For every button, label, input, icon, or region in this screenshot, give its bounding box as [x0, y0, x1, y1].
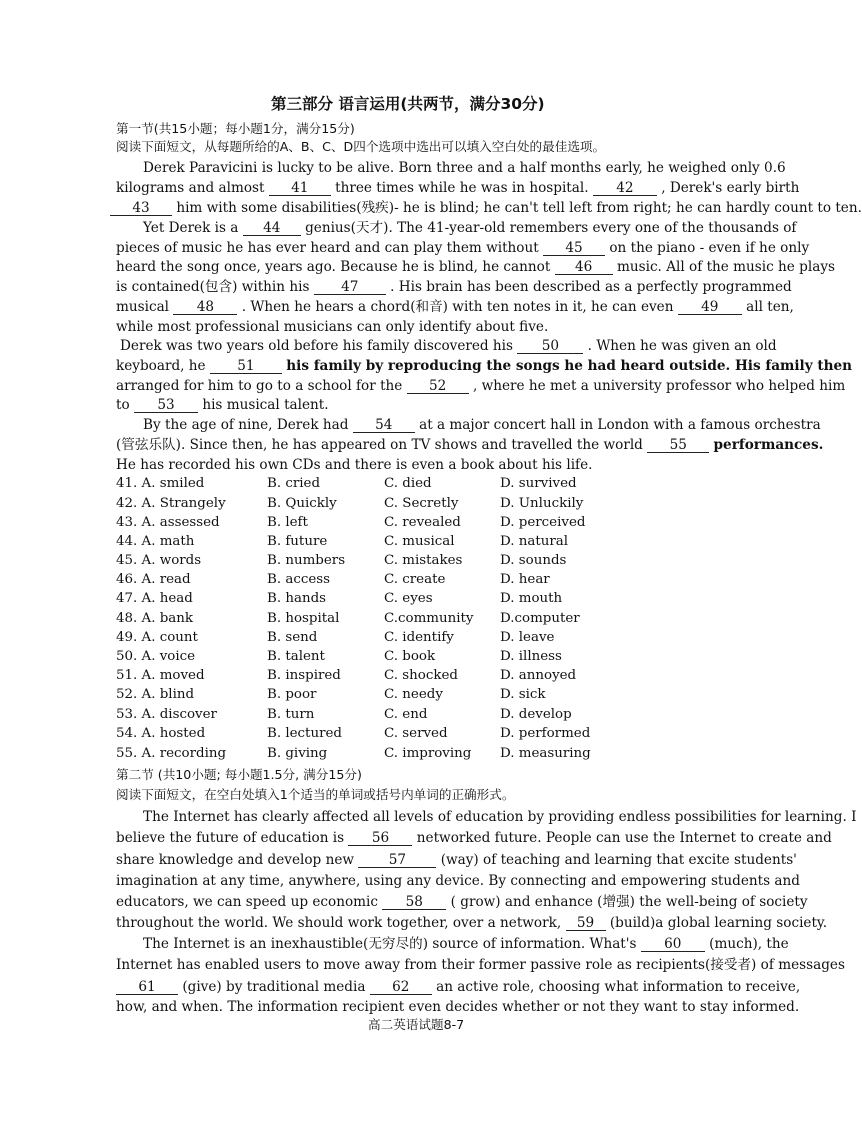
- option-c: C. end: [384, 707, 428, 722]
- option-b: B. giving: [267, 746, 328, 761]
- blank-49: 49: [678, 300, 742, 315]
- blank-48: 48: [173, 300, 237, 315]
- blank-59: 59: [566, 916, 606, 931]
- part2-instruction: 阅读下面短文，在空白处填入1个适当的单词或括号内单词的正确形式。: [116, 787, 515, 802]
- option-d: D. performed: [500, 726, 591, 741]
- passage1-line: to 53 his musical talent.: [116, 397, 329, 413]
- option-c: C. Secretly: [384, 496, 459, 511]
- option-c: C. shocked: [384, 668, 458, 683]
- option-a: 53. A. discover: [116, 707, 217, 722]
- passage1-line: Yet Derek is a 44 genius(天才). The 41-year-old remembers every one of the thousands of: [143, 220, 797, 236]
- blank-52: 52: [407, 379, 469, 394]
- passage2-line: educators, we can speed up economic 58 ( grow) and enhance (增强) the well-being of society: [116, 894, 808, 910]
- option-c: C. musical: [384, 534, 455, 549]
- option-c: C.community: [384, 611, 474, 626]
- passage2-line: how, and when. The information recipient even decides whether or not they want to stay informed.: [116, 999, 800, 1015]
- option-b: B. cried: [267, 476, 321, 491]
- option-b: B. hands: [267, 591, 327, 606]
- option-a: 50. A. voice: [116, 649, 196, 664]
- option-d: D. illness: [500, 649, 562, 664]
- option-a: 42. A. Strangely: [116, 496, 226, 511]
- option-c: C. create: [384, 572, 446, 587]
- blank-41: 41: [269, 181, 331, 196]
- option-b: B. left: [267, 515, 308, 530]
- passage1-line: keyboard, he 51 his family by reproducing the songs he had heard outside. His family then: [116, 358, 853, 374]
- passage1-line: Derek Paravicini is lucky to be alive. Born three and a half months early, he weighed only 0.6: [143, 160, 786, 176]
- option-a: 55. A. recording: [116, 746, 227, 761]
- option-c: C. identify: [384, 630, 454, 645]
- option-c: C. improving: [384, 746, 472, 761]
- passage1-line: while most professional musicians can only identify about five.: [116, 319, 549, 335]
- passage2-line: imagination at any time, anywhere, using any device. By connecting and empowering students and: [116, 873, 800, 889]
- passage1-line: musical 48 . When he hears a chord(和音) with ten notes in it, he can even 49 all ten,: [116, 299, 794, 315]
- blank-42: 42: [593, 181, 657, 196]
- part2-heading: 第二节 (共10小题; 每小题1.5分, 满分15分): [116, 767, 362, 782]
- blank-57: 57: [358, 853, 436, 868]
- passage2-line: Internet has enabled users to move away from their former passive role as recipients(接受者) of messages: [116, 957, 845, 973]
- blank-53: 53: [134, 398, 198, 413]
- option-a: 43. A. assessed: [116, 515, 220, 530]
- passage2-line: throughout the world. We should work together, over a network, 59 (build)a global learning society.: [116, 915, 828, 931]
- option-b: B. numbers: [267, 553, 346, 568]
- passage2-line: The Internet is an inexhaustible(无穷尽的) source of information. What's 60 (much), the: [143, 936, 789, 952]
- option-d: D. leave: [500, 630, 555, 645]
- part1-instruction: 阅读下面短文，从每题所给的A、B、C、D四个选项中选出可以填入空白处的最佳选项。: [116, 139, 606, 154]
- option-b: B. future: [267, 534, 328, 549]
- option-a: 41. A. smiled: [116, 476, 205, 491]
- option-a: 48. A. bank: [116, 611, 194, 626]
- blank-61: 61: [116, 980, 178, 995]
- option-d: D.computer: [500, 611, 580, 626]
- blank-62: 62: [370, 980, 432, 995]
- blank-56: 56: [348, 831, 412, 846]
- option-a: 54. A. hosted: [116, 726, 206, 741]
- option-a: 45. A. words: [116, 553, 202, 568]
- option-d: D. hear: [500, 572, 550, 587]
- blank-55: 55: [647, 438, 709, 453]
- passage1-line: pieces of music he has ever heard and can play them without 45 on the piano - even if he only: [116, 240, 810, 256]
- blank-44: 44: [243, 221, 301, 236]
- blank-43: 43: [110, 201, 172, 216]
- section-title: 第三部分 语言运用(共两节，满分30分): [271, 95, 545, 113]
- option-d: D. survived: [500, 476, 577, 491]
- option-b: B. Quickly: [267, 496, 337, 511]
- option-c: C. book: [384, 649, 436, 664]
- blank-46: 46: [555, 260, 613, 275]
- option-a: 51. A. moved: [116, 668, 205, 683]
- passage1-line: 43 him with some disabilities(残疾)- he is blind; he can't tell left from right; he can hardly count to ten.: [110, 199, 862, 217]
- option-d: D. measuring: [500, 746, 591, 761]
- option-b: B. poor: [267, 687, 317, 702]
- blank-60: 60: [641, 937, 705, 952]
- option-d: D. mouth: [500, 591, 563, 606]
- option-a: 49. A. count: [116, 630, 198, 645]
- blank-54: 54: [353, 418, 415, 433]
- passage1-line: is contained(包含) within his 47 . His brain has been described as a perfectly programmed: [116, 279, 792, 295]
- passage2-line: The Internet has clearly affected all levels of education by providing endless possibilities for learning. I: [143, 809, 857, 825]
- option-c: C. eyes: [384, 591, 433, 606]
- passage1-line: By the age of nine, Derek had 54 at a major concert hall in London with a famous orchestra: [143, 417, 821, 433]
- option-c: C. revealed: [384, 515, 461, 530]
- passage2-line: share knowledge and develop new 57 (way) of teaching and learning that excite students': [116, 852, 797, 868]
- option-a: 52. A. blind: [116, 687, 195, 702]
- option-b: B. hospital: [267, 611, 340, 626]
- option-b: B. inspired: [267, 668, 341, 683]
- option-c: C. died: [384, 476, 432, 491]
- passage1-line: (管弦乐队). Since then, he has appeared on TV shows and travelled the world 55 performances.: [116, 437, 824, 453]
- option-b: B. access: [267, 572, 331, 587]
- blank-58: 58: [382, 895, 446, 910]
- passage1-line: heard the song once, years ago. Because he is blind, he cannot 46 music. All of the music he plays: [116, 259, 835, 275]
- option-c: C. mistakes: [384, 553, 463, 568]
- blank-50: 50: [517, 339, 583, 354]
- option-a: 47. A. head: [116, 591, 193, 606]
- option-d: D. sick: [500, 687, 546, 702]
- option-b: B. talent: [267, 649, 325, 664]
- passage2-line: 61 (give) by traditional media 62 an active role, choosing what information to receive,: [116, 978, 800, 996]
- option-c: C. served: [384, 726, 448, 741]
- option-d: D. perceived: [500, 515, 586, 530]
- option-b: B. lectured: [267, 726, 342, 741]
- option-b: B. send: [267, 630, 318, 645]
- part1-heading: 第一节(共15小题；每小题1分，满分15分): [116, 121, 355, 136]
- option-d: D. natural: [500, 534, 569, 549]
- passage1-line: arranged for him to go to a school for the 52 , where he met a university professor who helped him: [116, 378, 846, 394]
- blank-45: 45: [543, 241, 605, 256]
- option-d: D. annoyed: [500, 668, 577, 683]
- page-footer: 高二英语试题8-7: [368, 1017, 465, 1032]
- blank-51: 51: [210, 359, 282, 374]
- option-b: B. turn: [267, 707, 315, 722]
- option-a: 44. A. math: [116, 534, 195, 549]
- blank-47: 47: [314, 280, 386, 295]
- passage1-line: Derek was two years old before his family discovered his 50 . When he was given an old: [120, 338, 777, 354]
- passage1-line: He has recorded his own CDs and there is even a book about his life.: [116, 457, 593, 473]
- passage1-line: kilograms and almost 41 three times while he was in hospital. 42 , Derek's early birth: [116, 180, 800, 196]
- passage2-line: believe the future of education is 56 networked future. People can use the Internet to create and: [116, 830, 832, 846]
- option-d: D. sounds: [500, 553, 567, 568]
- option-a: 46. A. read: [116, 572, 191, 587]
- option-d: D. develop: [500, 707, 572, 722]
- option-c: C. needy: [384, 687, 443, 702]
- option-d: D. Unluckily: [500, 496, 584, 511]
